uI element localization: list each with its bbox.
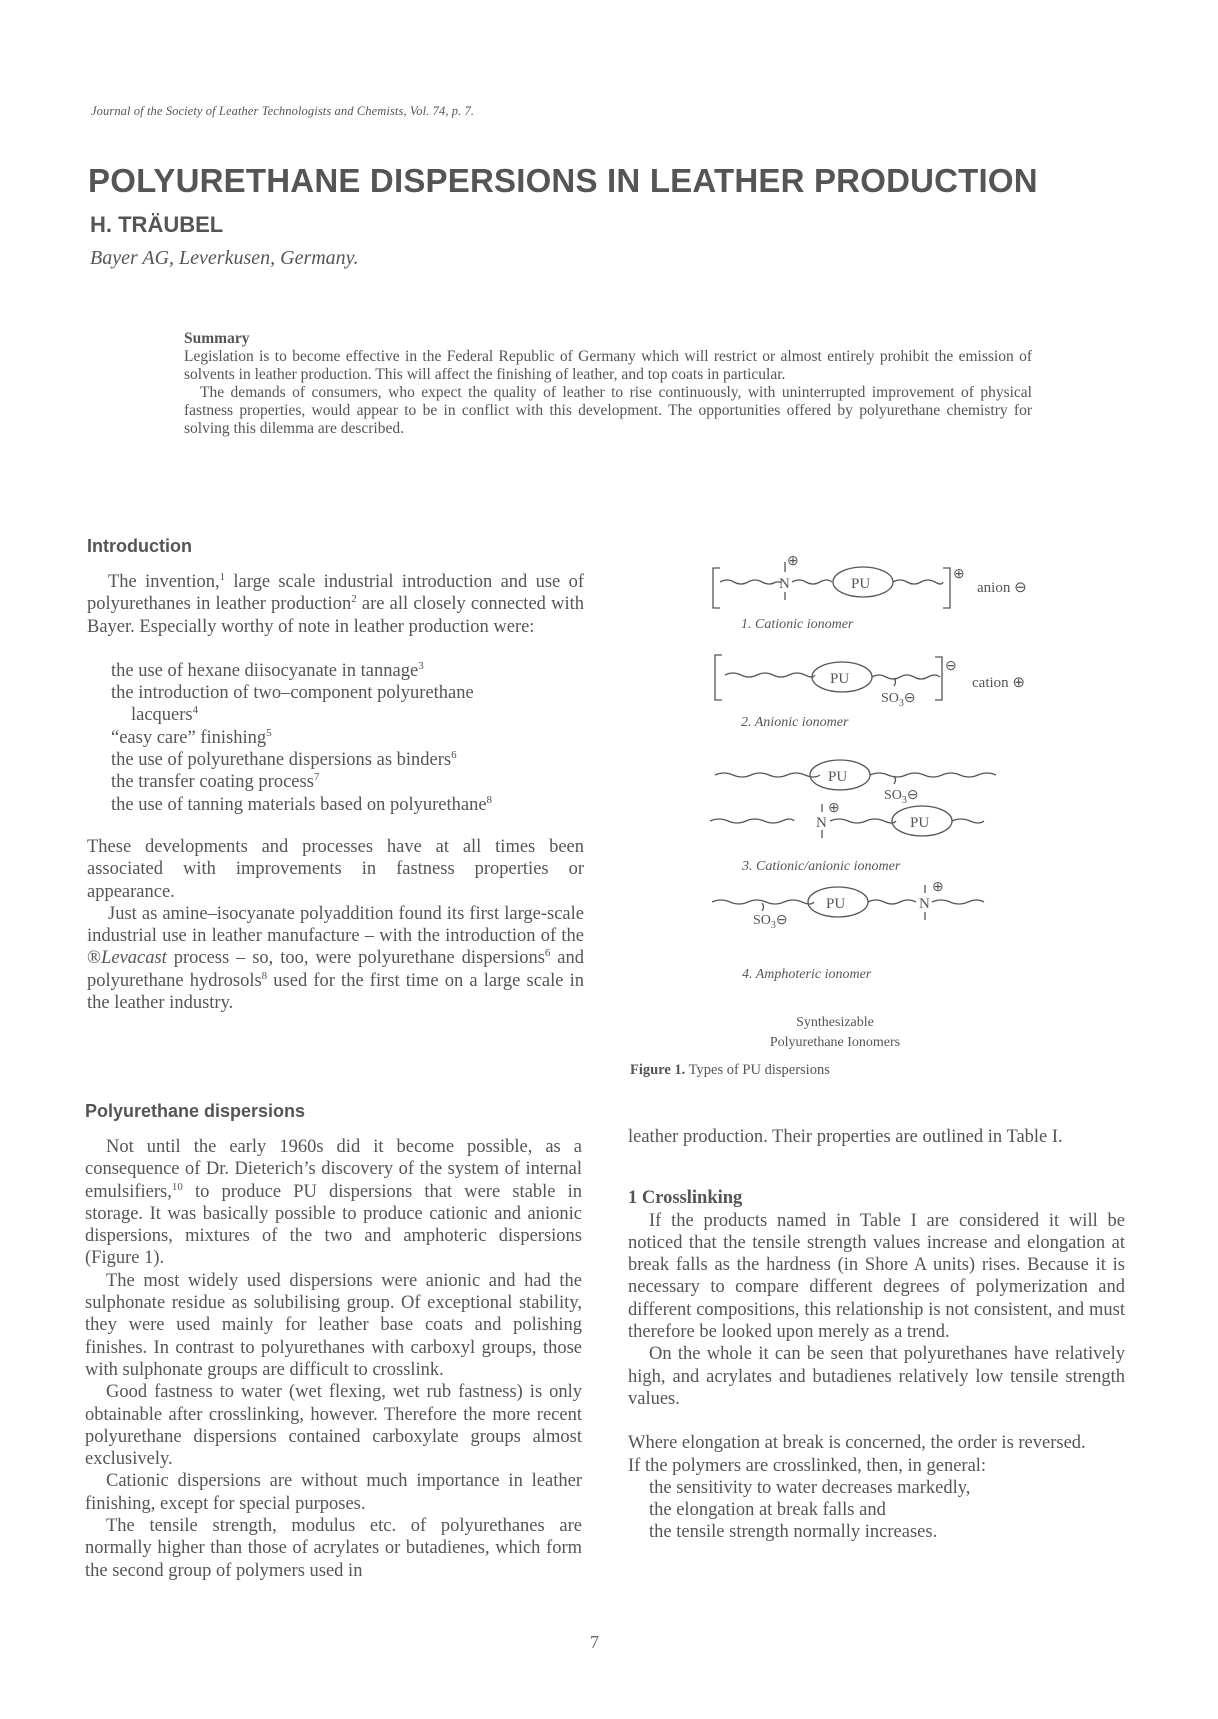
polymer-chain xyxy=(893,580,943,584)
sulfonate-label: $SO_3⊖$ xyxy=(881,691,916,709)
crosslinking-paragraph: If the products named in Table I are considered it will be noticed that the tensile strength values increase and elongation at break falls as the hardness (in Shore A units) rises. Because it is necessary to compare different degrees of polymerization and different compositions, this relationship is not consistent, and must therefore be looked upon merely as a trend. xyxy=(628,1210,1125,1343)
right-column-body xyxy=(628,1126,1125,1544)
figure-subtitle: Polyurethane Ionomers xyxy=(769,1035,901,1050)
figure-subcaption: 4. Amphoteric ionomer xyxy=(742,967,872,982)
left-bracket xyxy=(713,568,720,608)
sulfonate-bond xyxy=(762,903,764,911)
counter-ion-label: cation ⊕ xyxy=(972,675,1025,691)
sulfonate-bond xyxy=(894,678,896,686)
polymer-chain xyxy=(952,819,984,823)
crosslinking-effects-list xyxy=(628,1477,1125,1544)
pu-label: PU xyxy=(910,815,930,831)
introduction-paragraph: Just as amine–isocyanate polyaddition found its first large-scale industrial use in leather manufacture – with the introduction of the ®Levacast process – so, too, were polyurethane dispersions$^6$ and polyurethane hydrosols$^8$ used for the first time on a large scale in the leather industry. xyxy=(87,903,584,1014)
left-bracket xyxy=(715,655,722,700)
introduction-paragraph: These developments and processes have at all times been associated with improvements in fastness properties or appearance. xyxy=(87,836,584,902)
author-name: H. TRÄUBEL xyxy=(90,212,224,237)
sulfonate-bond xyxy=(894,776,896,784)
summary-heading: Summary xyxy=(184,330,250,347)
polymer-chain xyxy=(710,819,794,823)
pu-paragraph: Not until the early 1960s did it become possible, as a consequence of Dr. Dieterich’s discovery of the system of internal emulsifiers,$^{10}$ to produce PU dispersions that were stable in storage. It was basically possible to produce cationic and anionic dispersions, mixtures of the two and amphoteric dispersions (Figure 1). xyxy=(85,1137,582,1269)
pu-paragraph: Good fastness to water (wet flexing, wet rub fastness) is only obtainable after crosslinking, however. Therefore the more recent polyurethane dispersions contained carboxylate groups almost exclusively. xyxy=(85,1382,582,1470)
nitrogen-label: N xyxy=(919,896,930,912)
right-bracket xyxy=(935,657,942,700)
right-bracket xyxy=(943,568,950,608)
journal-citation: Journal of the Society of Leather Technologists and Chemists, Vol. 74, p. 7. xyxy=(91,104,475,118)
article-title: POLYURETHANE DISPERSIONS IN LEATHER PRODUCTION xyxy=(88,162,1038,199)
introduction-body xyxy=(87,571,584,1014)
list-item: the introduction of two–component polyurethane xyxy=(111,683,474,704)
nitrogen-label: N xyxy=(779,576,790,592)
polymer-chain xyxy=(720,580,782,584)
list-item: the use of tanning materials based on polyurethane$^8$ xyxy=(111,793,493,815)
polymer-chain xyxy=(830,819,896,823)
positive-charge-icon: ⊕ xyxy=(953,567,965,582)
pu-paragraph: The tensile strength, modulus etc. of polyurethanes are normally higher than those of acrylates or butadienes, which form the second group of polymers used in xyxy=(85,1516,582,1581)
figure-caption: Figure 1. Types of PU dispersions xyxy=(630,1062,830,1078)
polymer-chain xyxy=(872,675,940,679)
positive-charge-icon: ⊕ xyxy=(932,880,944,895)
pu-label: PU xyxy=(830,671,850,687)
introduction-heading: Introduction xyxy=(87,536,192,556)
figure-subtitle: Synthesizable xyxy=(796,1015,874,1030)
polymer-chain xyxy=(725,673,815,677)
bayer-innovations-list xyxy=(87,660,584,816)
polymer-chain xyxy=(792,580,832,584)
nitrogen-label: N xyxy=(816,815,827,831)
page-number: 7 xyxy=(590,1632,599,1652)
pu-label: PU xyxy=(828,769,848,785)
negative-charge-icon: ⊖ xyxy=(945,659,957,674)
pu-label: PU xyxy=(851,576,871,592)
list-item-continuation: lacquers$^4$ xyxy=(131,704,199,726)
pu-dispersions-body xyxy=(85,1136,582,1582)
pu-label: PU xyxy=(826,896,846,912)
summary-paragraph: Legislation is to become effective in the Federal Republic of Germany which will restrict or almost entirely prohibit the emission of solvents in leather production. This will affect the finishing of leather, and top coats in particular. xyxy=(184,348,1032,383)
list-item: the tensile strength normally increases. xyxy=(649,1522,938,1543)
crosslinking-paragraph: On the whole it can be seen that polyurethanes have relatively high, and acrylates and butadienes relatively low tensile strength values. xyxy=(628,1344,1125,1409)
polymer-chain xyxy=(932,900,984,904)
figure-1-ionomer-diagram xyxy=(620,540,1090,1080)
list-item: the transfer coating process$^7$ xyxy=(111,771,320,793)
pu-paragraph: The most widely used dispersions were anionic and had the sulphonate residue as solubilising group. Of exceptional stability, they were used mainly for leather base coats and polishing finishes. In contrast to polyurethanes with carboxyl groups, those with sulphonate groups are difficult to crosslink. xyxy=(85,1270,582,1380)
figure-subcaption: 1. Cationic ionomer xyxy=(741,617,854,632)
list-item: the sensitivity to water decreases markedly, xyxy=(649,1477,971,1498)
figure-subcaption: 3. Cationic/anionic ionomer xyxy=(742,859,901,874)
sulfonate-label: $SO_3⊖$ xyxy=(884,788,919,806)
crosslinking-paragraph: If the polymers are crosslinked, then, in general: xyxy=(628,1455,987,1476)
polymer-chain xyxy=(870,773,996,777)
sulfonate-label: $SO_3⊖$ xyxy=(753,913,788,931)
summary-paragraph: The demands of consumers, who expect the quality of leather to rise continuously, with uninterrupted improvement of physical fastness properties, would appear to be in conflict with this development. The opportunities offered by polyurethane chemistry for solving this dilemma are described. xyxy=(184,384,1032,437)
counter-ion-label: anion ⊖ xyxy=(977,580,1027,596)
summary-block xyxy=(184,330,1032,438)
positive-charge-icon: ⊕ xyxy=(828,801,840,816)
list-item: the use of hexane diisocyanate in tannage$^3$ xyxy=(111,659,424,681)
positive-charge-icon: ⊕ xyxy=(787,554,799,569)
pu-dispersions-heading: Polyurethane dispersions xyxy=(85,1101,306,1121)
figure-subcaption: 2. Anionic ionomer xyxy=(741,715,849,730)
polymer-chain xyxy=(868,900,916,904)
list-item: the elongation at break falls and xyxy=(649,1500,886,1521)
polymer-chain xyxy=(715,773,820,777)
crosslinking-heading: 1 Crosslinking xyxy=(628,1188,743,1209)
list-item: the use of polyurethane dispersions as binders$^6$ xyxy=(111,748,457,771)
continued-paragraph: leather production. Their properties are outlined in Table I. xyxy=(628,1127,1063,1147)
introduction-paragraph: The invention,$^1$ large scale industrial introduction and use of polyurethanes in leather production$^2$ are all closely connected with Bayer. Especially worthy of note in leather production were: xyxy=(87,570,584,637)
crosslinking-paragraph: Where elongation at break is concerned, the order is reversed. xyxy=(628,1433,1086,1454)
pu-paragraph: Cationic dispersions are without much importance in leather finishing, except for special purposes. xyxy=(85,1471,582,1514)
list-item: “easy care” finishing$^5$ xyxy=(111,726,272,748)
author-affiliation: Bayer AG, Leverkusen, Germany. xyxy=(90,247,359,269)
